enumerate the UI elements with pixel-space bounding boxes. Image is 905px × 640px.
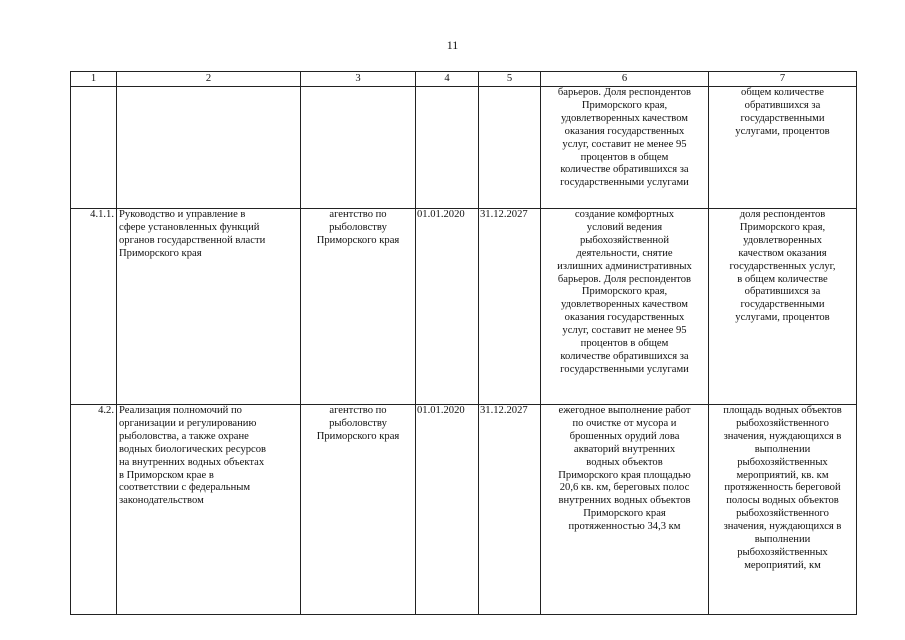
program-table (70, 71, 857, 615)
table-row (71, 209, 857, 405)
indicator: доля респондентов Приморского края, удовлетворенных качеством оказания государственных услуг, в общем количестве обратившихся за государственными услугами, процентов (729, 209, 836, 324)
page-number: 11 (446, 38, 459, 52)
column-header-6: 6 (541, 72, 709, 87)
row-number: 4.1.1. (71, 209, 117, 405)
table-row (71, 87, 857, 209)
end-date: 31.12.2027 (479, 209, 541, 405)
end-date: 31.12.2027 (479, 405, 541, 615)
table-row (71, 405, 857, 615)
column-header-7: 7 (709, 72, 857, 87)
column-header-3: 3 (301, 72, 416, 87)
start-date: 01.01.2020 (416, 209, 479, 405)
executor: агентство по рыболовству Приморского края (316, 209, 400, 246)
column-header-1: 1 (71, 72, 117, 87)
expected-result: ежегодное выполнение работ по очистке от мусора и брошенных орудий лова акваторий внутренних водных объектов Приморского края площадью 20,6 кв. км, береговых полос внутренних водных объектов Приморского края протяженностью 34,3 км (558, 405, 691, 533)
end-date (479, 87, 541, 209)
row-number (71, 87, 117, 209)
expected-result: барьеров. Доля респондентов Приморского края, удовлетворенных качеством оказания государственных услуг, составит не менее 95 процентов в общем количестве обратившихся за государственными услугами (557, 87, 692, 189)
column-header-5: 5 (479, 72, 541, 87)
expected-result: создание комфортных условий ведения рыбохозяйственной деятельности, снятие излишних административных барьеров. Доля респондентов Приморского края, удовлетворенных качеством оказания государственных услуг, составит не менее 95 процентов в общем количестве обратившихся за государственными услугами (557, 209, 692, 375)
row-number: 4.2. (71, 405, 117, 615)
column-header-4: 4 (416, 72, 479, 87)
start-date: 01.01.2020 (416, 405, 479, 615)
executor: агентство по рыболовству Приморского края (316, 405, 400, 442)
column-header-2: 2 (117, 72, 301, 87)
header-row (71, 72, 857, 87)
measure-name: Руководство и управление в сфере установленных функций органов государственной власти Приморского края (119, 209, 266, 259)
indicator: общем количестве обратившихся за государственными услугами, процентов (735, 87, 830, 137)
indicator: площадь водных объектов рыбохозяйственного значения, нуждающихся в выполнении рыбохозяйственных мероприятий, кв. км протяженность береговой полосы водных объектов рыбохозяйственного значения, нуждающихся в выполнении рыбохозяйственных мероприятий, км (723, 405, 842, 571)
measure-name: Реализация полномочий по организации и регулированию рыболовства, а также охране водных биологических ресурсов на внутренних водных объектах в Приморском крае в соответствии с федеральным законодательством (119, 405, 267, 507)
start-date (416, 87, 479, 209)
